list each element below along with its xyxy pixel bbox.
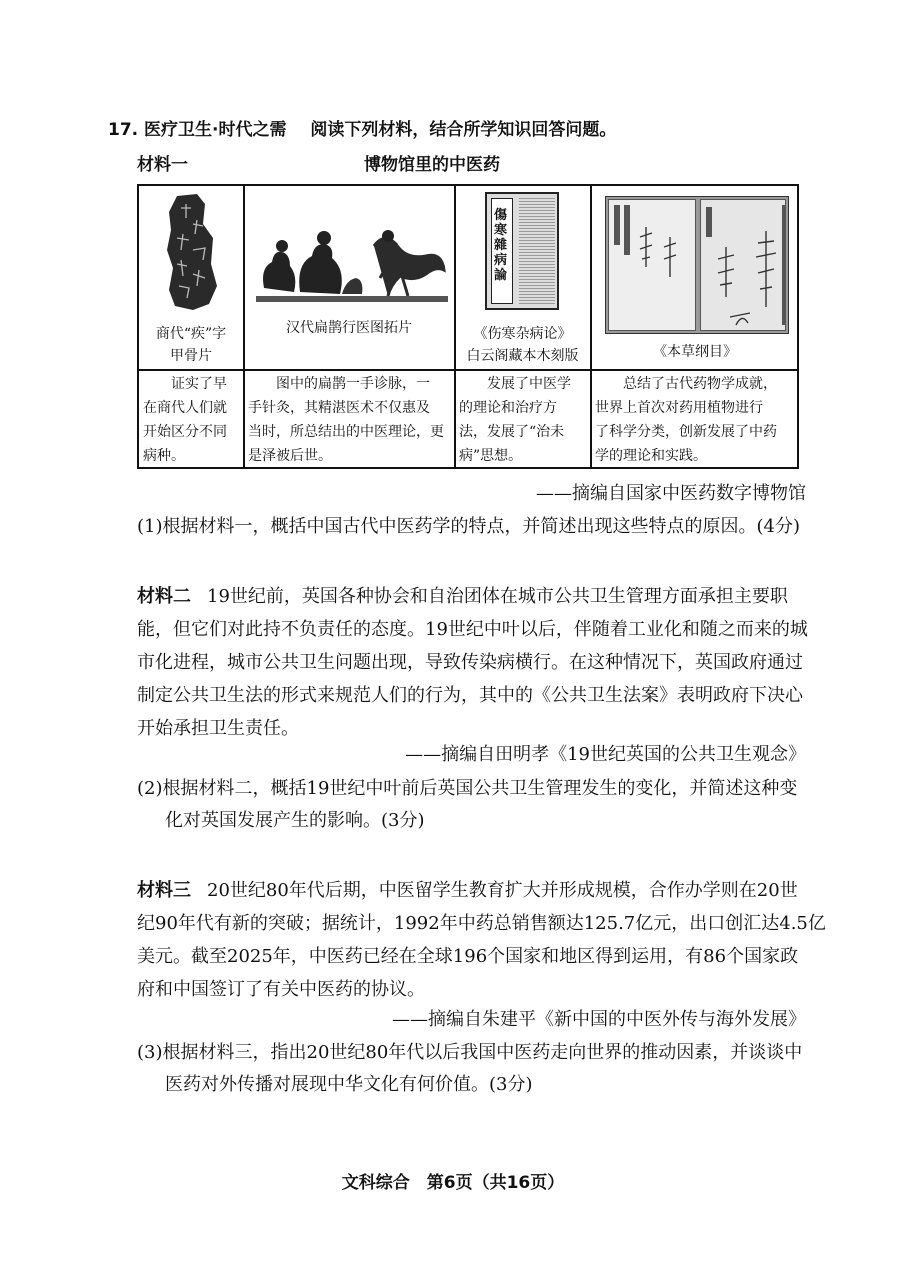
- material3-text: 20世纪80年代后期，中医留学生教育扩大并形成规模，合作办学则在20世: [207, 880, 798, 901]
- bencao-book-image: [605, 196, 789, 334]
- material3-source: ——摘编自朱建平《新中国的中医外传与海外发展》: [392, 1009, 806, 1030]
- shanghan-book-image: [485, 192, 559, 310]
- question-number: 17.: [108, 120, 139, 140]
- desc-line: 的理论和治疗方: [459, 400, 557, 416]
- bian-que-rubbing-image: [256, 216, 448, 306]
- desc-line: 手针灸，其精湛医术不仅惠及: [248, 400, 430, 416]
- material2-line-5: 开始承担卫生责任。: [137, 718, 299, 739]
- material1-table-title: 博物馆里的中医药: [364, 155, 500, 175]
- desc-line: 发展了中医学: [487, 376, 571, 392]
- desc-line: 是泽被后世。: [248, 448, 332, 464]
- desc-line: 图中的扁鹊一手诊脉，一: [276, 376, 430, 392]
- material2-line-1: [137, 584, 788, 610]
- desc-line: 在商代人们就: [143, 400, 227, 416]
- material2-source: ——摘编自田明孝《19世纪英国的公共卫生观念》: [405, 744, 806, 765]
- material2-text: 19世纪前，英国各种协会和自治团体在城市公共卫生管理方面承担主要职: [207, 586, 788, 607]
- desc-line: 证实了早: [171, 376, 227, 392]
- desc-line: 法，发展了“治未: [459, 424, 565, 440]
- page-footer: 文科综合 第6页（共16页）: [341, 1173, 565, 1193]
- material3-line-1: [137, 878, 798, 904]
- material1-label: 材料一: [137, 155, 188, 175]
- material3-line-3: 美元。截至2025年，中医药已经在全球196个国家和地区得到运用，有86个国家政: [137, 946, 799, 967]
- desc-line: 世界上首次对药用植物进行: [595, 400, 763, 416]
- caption-line: 汉代扁鹊行医图拓片: [286, 320, 412, 336]
- table-cell-bian-que: [244, 186, 454, 471]
- material3-label: 材料三: [137, 880, 191, 901]
- question-title: 医疗卫生·时代之需: [144, 120, 287, 140]
- question-1: (1)根据材料一，概括中国古代中医药学的特点，并简述出现这些特点的原因。(4分): [137, 516, 800, 537]
- desc-line: 病种。: [143, 448, 185, 464]
- desc-line: 总结了古代药物学成就，: [623, 376, 777, 392]
- material3-line-4: 府和中国签订了有关中医药的协议。: [137, 979, 425, 1000]
- museum-table: [137, 184, 799, 469]
- desc-line: 了科学分类，创新发展了中药: [595, 424, 777, 440]
- question-instruction: 阅读下列材料，结合所学知识回答问题。: [310, 120, 617, 140]
- question-2-line-2: 化对英国发展产生的影响。(3分): [165, 810, 425, 831]
- table-cell-shanghan: [455, 186, 590, 471]
- question-2-line-1: (2)根据材料二，概括19世纪中叶前后英国公共卫生管理发生的变化，并简述这种变: [137, 778, 798, 799]
- question-3-line-2: 医药对外传播对展现中华文化有何价值。(3分): [165, 1074, 533, 1095]
- caption-line: 甲骨片: [170, 348, 212, 364]
- material1-source: ——摘编自国家中医药数字博物馆: [536, 483, 806, 504]
- caption-line: 《伤寒杂病论》: [473, 326, 572, 342]
- desc-line: 当时，所总结出的中医理论，更: [248, 424, 444, 440]
- caption-line: 《本草纲目》: [653, 344, 737, 360]
- material3-line-2: 纪90年代有新的突破；据统计，1992年中药总销售额达125.7亿元，出口创汇达4.5亿: [137, 913, 826, 934]
- table-cell-oracle-bone: [139, 186, 243, 471]
- question-heading: [108, 117, 616, 143]
- table-cell-bencao: [591, 186, 799, 471]
- material2-label: 材料二: [137, 586, 191, 607]
- desc-line: 学的理论和实践。: [595, 448, 707, 464]
- desc-line: 病”思想。: [459, 448, 523, 464]
- desc-line: 开始区分不同: [143, 424, 227, 440]
- caption-line: 商代“疾”字: [155, 326, 227, 342]
- book-cover-title: 傷寒雜病論: [494, 208, 508, 283]
- material2-line-2: 能，但它们对此持不负责任的态度。19世纪中叶以后，伴随着工业化和随之而来的城: [137, 619, 808, 640]
- material2-line-4: 制定公共卫生法的形式来规范人们的行为，其中的《公共卫生法案》表明政府下决心: [137, 685, 803, 706]
- material2-line-3: 市化进程，城市公共卫生问题出现，导致传染病横行。在这种情况下，英国政府通过: [137, 652, 803, 673]
- oracle-bone-image: [163, 194, 219, 312]
- caption-line: 白云阁藏本木刻版: [466, 348, 579, 364]
- question-3-line-1: (3)根据材料三，指出20世纪80年代以后我国中医药走向世界的推动因素，并谈谈中: [137, 1042, 803, 1063]
